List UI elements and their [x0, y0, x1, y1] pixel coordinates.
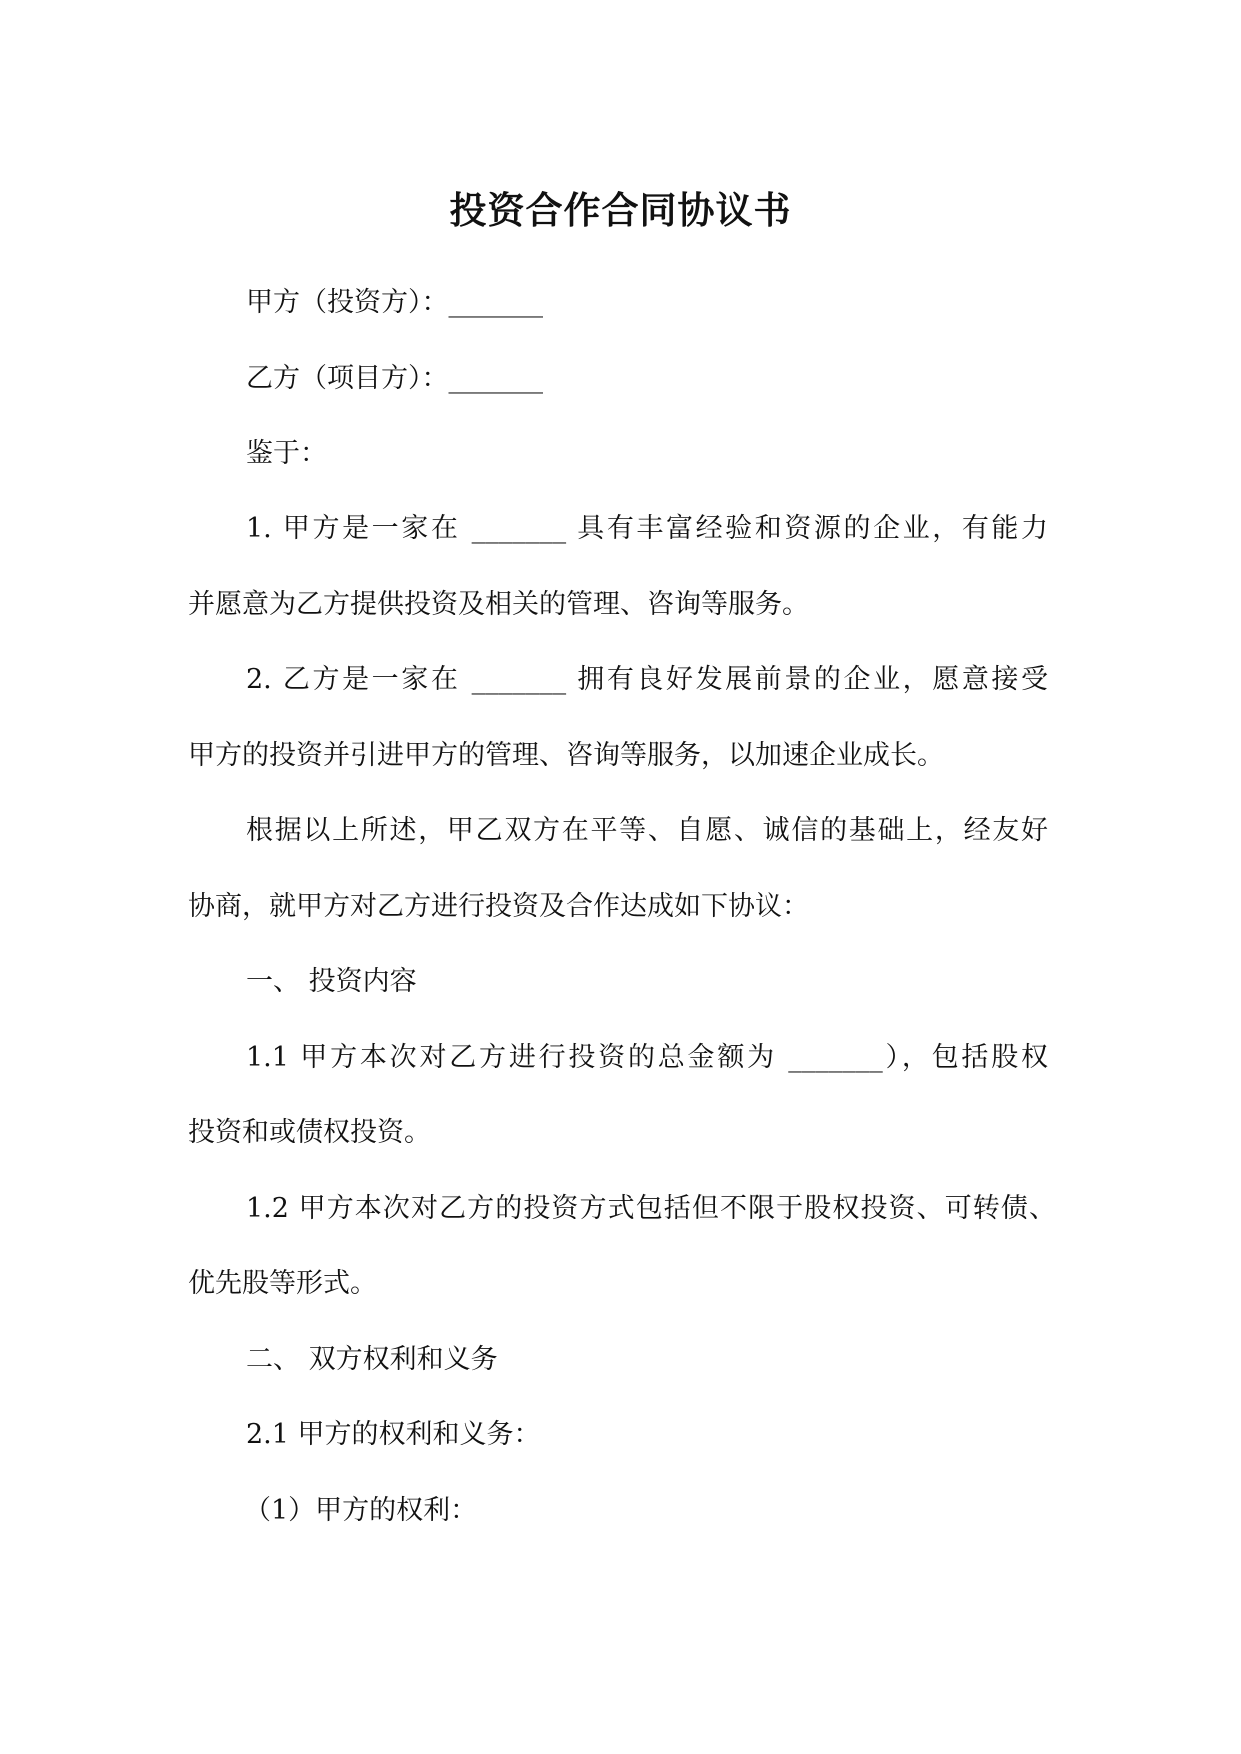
- paragraph-line: 根据以上所述，甲乙双方在平等、自愿、诚信的基础上，经友好: [246, 815, 1048, 846]
- whereas-heading: 鉴于：: [246, 438, 327, 469]
- party-b-line: 乙方（项目方）：_______: [246, 363, 543, 394]
- paragraph-line: 1. 甲方是一家在 _______ 具有丰富经验和资源的企业，有能力: [246, 513, 1048, 544]
- document-title: 投资合作合同协议书: [449, 188, 792, 232]
- party-a-line: 甲方（投资方）：_______: [246, 287, 543, 318]
- clause-line: 投资和或债权投资。: [188, 1117, 431, 1148]
- clause-line: 优先股等形式。: [188, 1268, 377, 1299]
- clause-heading: 2.1 甲方的权利和义务：: [246, 1419, 541, 1450]
- paragraph-line: 协商，就甲方对乙方进行投资及合作达成如下协议：: [188, 891, 809, 922]
- paragraph-line: 并愿意为乙方提供投资及相关的管理、咨询等服务。: [188, 589, 809, 620]
- section-heading-1: 一、 投资内容: [246, 966, 417, 997]
- paragraph-line: 甲方的投资并引进甲方的管理、咨询等服务，以加速企业成长。: [188, 740, 944, 771]
- section-heading-2: 二、 双方权利和义务: [246, 1344, 498, 1375]
- sub-clause-heading: （1）甲方的权利：: [244, 1495, 478, 1526]
- clause-line: 1.2 甲方本次对乙方的投资方式包括但不限于股权投资、可转债、: [246, 1193, 1056, 1224]
- paragraph-line: 2. 乙方是一家在 _______ 拥有良好发展前景的企业，愿意接受: [246, 664, 1048, 695]
- clause-line: 1.1 甲方本次对乙方进行投资的总金额为 _______），包括股权: [246, 1042, 1048, 1073]
